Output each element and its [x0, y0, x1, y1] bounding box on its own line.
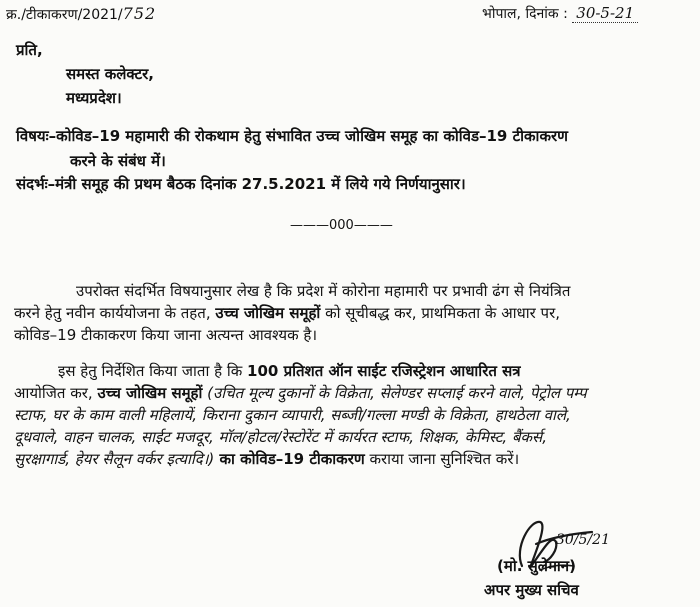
reference-line: संदर्भः–मंत्री समूह की प्रथम बैठक दिनांक 27.5.2021 में लिये गये निर्णयानुसार।	[16, 175, 466, 193]
reference-prefix: क्र./टीकाकरण/2021/	[6, 7, 123, 23]
para1-high-risk-groups: उच्च जोखिम समूहों	[215, 304, 321, 322]
para2-line1	[14, 360, 690, 382]
subject-line1: विषयः–कोविड–19 महामारी की रोकथाम हेतु संभावित उच्च जोखिम समूह का कोविड–19 टीकाकरण	[16, 127, 568, 145]
para2-line4: दूधवाले, वाहन चालक, साईट मजदूर, मॉल/होटल/रेस्टोरेंट में कार्यरत स्टाफ, शिक्षक, केमिस्ट, बैंकर्स,	[14, 428, 547, 446]
place-label: भोपाल, दिनांक :	[482, 6, 568, 22]
signatory-name: (मो. सुलेमान)	[497, 557, 576, 575]
para2-line2	[14, 382, 690, 404]
paragraph-1	[14, 280, 690, 346]
para2-line1-text: इस हेतु निर्देशित किया जाता है कि	[58, 362, 248, 380]
separator: ———000———	[290, 218, 393, 233]
para2-covid-vaccination: का कोविड–19 टीकाकरण	[214, 450, 365, 468]
para1-line2	[14, 302, 690, 324]
reference-number	[6, 4, 156, 24]
para2-line5-list-end: सुरक्षागार्ड, हेयर सैलून वर्कर इत्यादि।)	[14, 450, 215, 468]
addressee-prati: प्रति,	[16, 41, 43, 59]
para2-line3: स्टाफ, घर के काम वाली महिलायें, किराना दुकान व्यापारी, सब्जी/गल्ला मण्डी के विक्रेता, हाथठेला वाले,	[14, 406, 571, 424]
reference-number-handwritten: 752	[122, 4, 157, 23]
signature-date-handwritten: 30/5/21	[556, 532, 610, 548]
para1-line2-rest: को सूचीबद्ध कर, प्राथमिकता के आधार पर,	[320, 304, 560, 322]
signatory-designation: अपर मुख्य सचिव	[484, 581, 579, 599]
addressee-line1: समस्त कलेक्टर,	[66, 65, 154, 83]
para1-line3: कोविड–19 टीकाकरण किया जाना अत्यन्त आवश्यक है।	[14, 326, 318, 344]
para1-line1: उपरोक्त संदर्भित विषयानुसार लेख है कि प्रदेश में कोरोना महामारी पर प्रभावी ढंग से नियंत्रित	[76, 282, 571, 300]
para2-high-risk-groups: उच्च जोखिम समूहों	[97, 384, 203, 402]
para2-line2-text: आयोजित कर,	[14, 384, 98, 402]
para1-line2-text: करने हेतु नवीन कार्ययोजना के तहत,	[14, 304, 216, 322]
addressee-line2: मध्यप्रदेश।	[66, 89, 122, 107]
date-handwritten: 30-5-21	[572, 4, 638, 23]
place-date	[482, 4, 638, 23]
para2-line5-rest: कराया जाना सुनिश्चित करें।	[364, 450, 520, 468]
para2-line2-list: (उचित मूल्य दुकानों के विक्रेता, सेलेण्डर सप्लाई करने वाले, पेट्रोल पम्प	[202, 384, 587, 402]
para2-line5	[14, 448, 690, 470]
para2-onsite-registration: 100 प्रतिशत ऑन साईट रजिस्ट्रेशन आधारित सत्र	[247, 362, 521, 380]
subject-line2: करने के संबंध में।	[70, 152, 166, 170]
paragraph-2	[14, 360, 690, 470]
